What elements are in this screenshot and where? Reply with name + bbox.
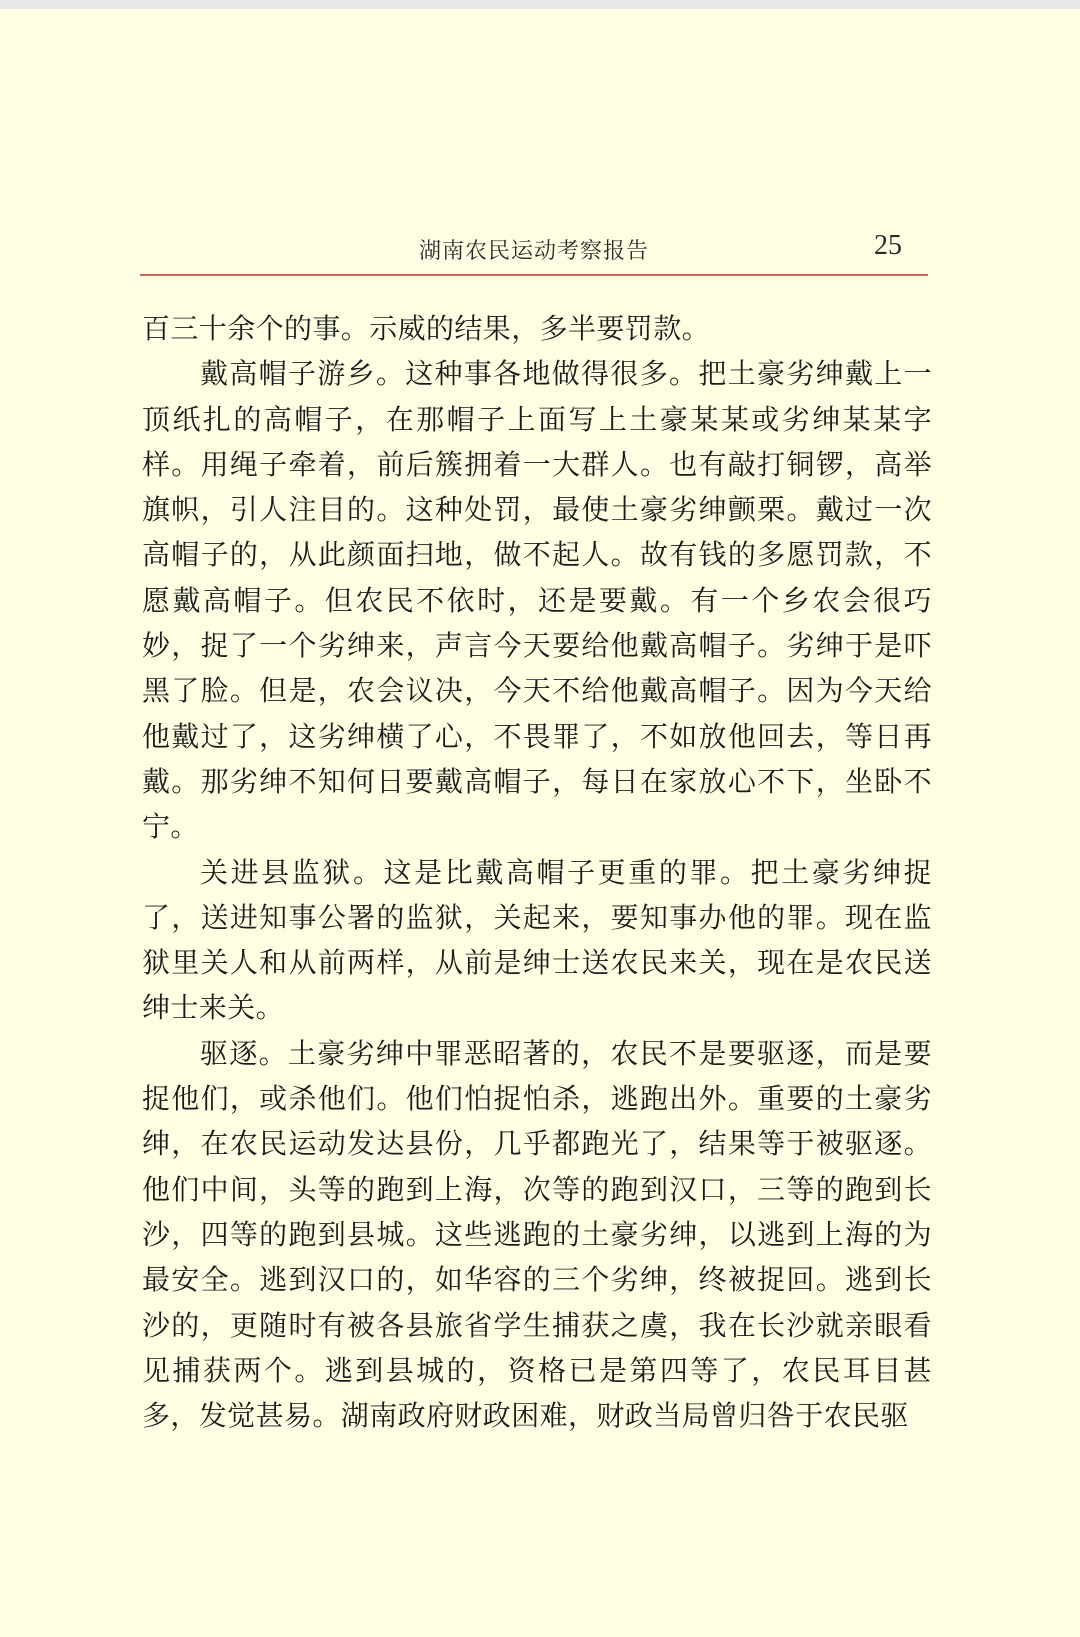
status-bar-strip [0,0,1080,9]
page-number: 25 [874,230,902,261]
paragraph-expulsion: 驱逐。土豪劣绅中罪恶昭著的，农民不是要驱逐，而是要捉他们，或杀他们。他们怕捉怕杀，逃跑出外。重要的土豪劣绅，在农民运动发达县份，几乎都跑光了，结果等于被驱逐。他们中间，头等的跑到上海，次等的跑到汉口，三等的跑到长沙，四等的跑到县城。这些逃跑的土豪劣绅，以逃到上海的为最安全。逃到汉口的，如华容的三个劣绅，终被捉回。逃到长沙的，更随时有被各县旅省学生捕获之虞，我在长沙就亲眼看见捕获两个。逃到县城的，资格已是第四等了，农民耳目甚多，发觉甚易。湖南政府财政困难，财政当局曾归咎于农民驱 [142,1036,932,1433]
page-header [140,230,928,276]
paragraph-continuation: 百三十余个的事。示威的结果，多半要罚款。 [142,312,711,345]
paragraph-tall-hat: 戴高帽子游乡。这种事各地做得很多。把土豪劣绅戴上一顶纸扎的高帽子，在那帽子上面写上土豪某某或劣绅某某字样。用绳子牵着，前后簇拥着一大群人。也有敲打铜锣，高举旗帜，引人注目的。这种处罚，最使土豪劣绅颤栗。戴过一次高帽子的，从此颜面扫地，做不起人。故有钱的多愿罚款，不愿戴高帽子。但农民不依时，还是要戴。有一个乡农会很巧妙，捉了一个劣绅来，声言今天要给他戴高帽子。劣绅于是吓黑了脸。但是，农会议决，今天不给他戴高帽子。因为今天给他戴过了，这劣绅横了心，不畏罪了，不如放他回去，等日再戴。那劣绅不知何日要戴高帽子，每日在家放心不下，坐卧不宁。 [142,357,932,844]
running-title: 湖南农民运动考察报告 [418,239,649,264]
body-text [142,306,932,1438]
header-divider [140,274,928,276]
paragraph-county-jail: 关进县监狱。这是比戴高帽子更重的罪。把土豪劣绅捉了，送进知事公署的监狱，关起来，要知事办他的罪。现在监狱里关人和从前两样，从前是绅士送农民来关，现在是农民送绅士来关。 [142,855,932,1025]
